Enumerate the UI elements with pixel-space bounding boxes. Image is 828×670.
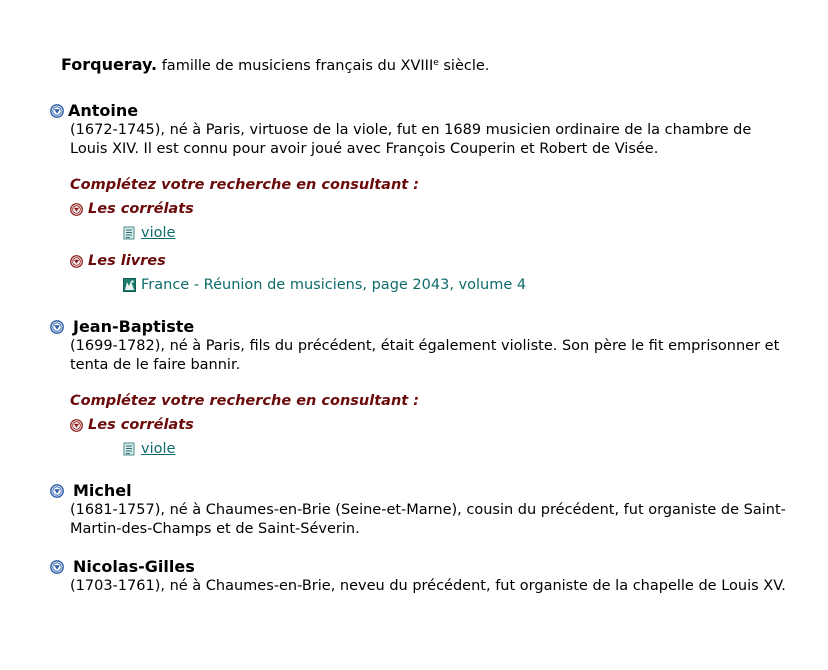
section-arrow-icon [70, 203, 83, 216]
section-correlats[interactable] [70, 415, 810, 435]
collapse-arrow-icon[interactable] [50, 560, 64, 574]
entry-name: Antoine [68, 101, 139, 120]
entry-name: Jean-Baptiste [73, 317, 195, 336]
section-label: Les livres [88, 253, 166, 269]
century-superscript: e [433, 58, 439, 68]
complement-heading: Complétez votre recherche en consultant : [70, 177, 420, 193]
entry-nicolas-gilles [50, 557, 810, 596]
entry-heading [50, 481, 810, 501]
entry-description: (1681-1757), né à Chaumes-en-Brie (Seine-et-Marne), cousin du précédent, fut organiste de Saint-Martin-des-Champs et de Saint-Séverin. [70, 502, 786, 537]
article-intro [61, 55, 489, 76]
entry-heading [50, 317, 810, 337]
collapse-arrow-icon[interactable] [50, 484, 64, 498]
collapse-arrow-icon[interactable] [50, 104, 64, 118]
section-label: Les corrélats [88, 417, 194, 433]
document-icon [123, 442, 136, 456]
entry-name: Michel [73, 481, 132, 500]
article-title: Forqueray. [61, 55, 158, 74]
correlat-link-row [123, 223, 810, 243]
entry-jean-baptiste [50, 317, 810, 459]
section-arrow-icon [70, 255, 83, 268]
book-link[interactable]: France - Réunion de musiciens, page 2043, volume 4 [141, 277, 527, 293]
section-arrow-icon [70, 419, 83, 432]
entry-michel [50, 481, 810, 539]
section-label: Les corrélats [88, 201, 194, 217]
article-description: famille de musiciens français du XVIII [157, 58, 434, 74]
document-icon [123, 226, 136, 240]
entry-name: Nicolas-Gilles [73, 557, 195, 576]
entry-description: (1672-1745), né à Paris, virtuose de la viole, fut en 1689 musicien ordinaire de la chambre de Louis XIV. Il est connu pour avoir joué avec François Couperin et Robert de Visée. [70, 122, 752, 157]
entry-description: (1703-1761), né à Chaumes-en-Brie, neveu du précédent, fut organiste de la chapelle de Louis XV. [70, 578, 786, 594]
collapse-arrow-icon[interactable] [50, 320, 64, 334]
entry-antoine [50, 101, 810, 295]
section-livres[interactable] [70, 251, 810, 271]
entry-heading [50, 101, 810, 121]
correlat-link-viole[interactable]: viole [141, 441, 176, 457]
article-description-end: siècle. [438, 58, 490, 74]
image-icon [123, 278, 136, 292]
entry-heading [50, 557, 810, 577]
complement-heading: Complétez votre recherche en consultant : [70, 393, 420, 409]
entry-description: (1699-1782), né à Paris, fils du précédent, était également violiste. Son père le fit emprisonner et tenta de le faire bannir. [70, 338, 780, 373]
correlat-link-viole[interactable]: viole [141, 225, 176, 241]
correlat-link-row [123, 439, 810, 459]
book-link-row [123, 275, 810, 295]
section-correlats[interactable] [70, 199, 810, 219]
